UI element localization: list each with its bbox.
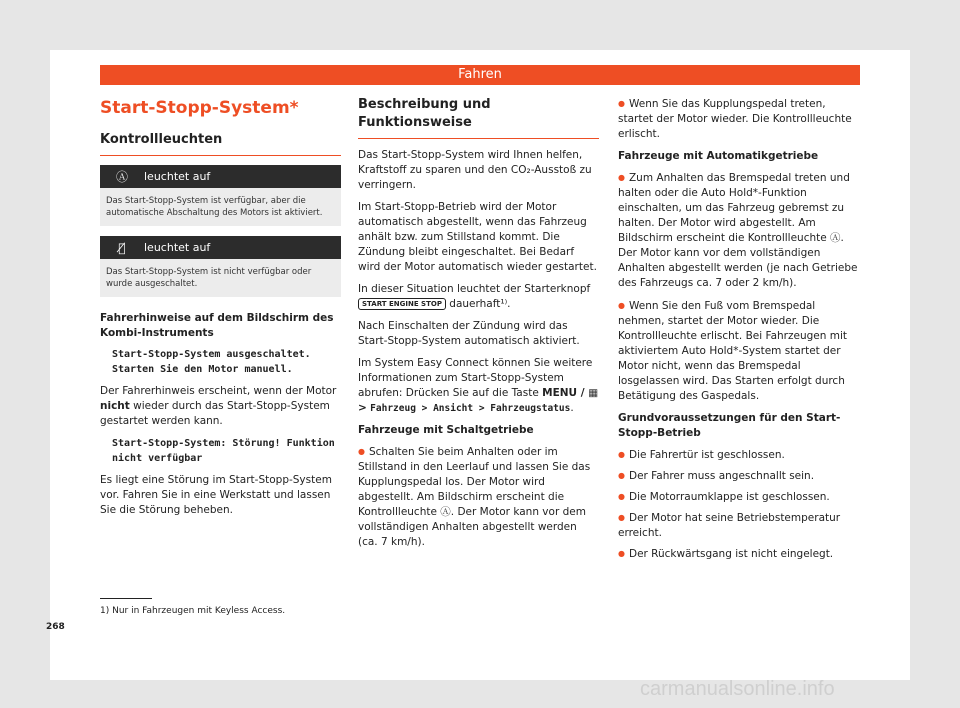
- text-part: Der Fahrerhinweis erscheint, wenn der Motor: [100, 385, 337, 397]
- indicator-box-1-label: leuchtet auf: [144, 170, 211, 183]
- requirement-item: ● Der Motor hat seine Betriebstemperatur erreicht.: [618, 510, 859, 541]
- driver-message-2-explanation: Es liegt eine Störung im Start-Stopp-System vor. Fahren Sie in eine Werkstatt und lassen Sie die Störung beheben.: [100, 474, 332, 516]
- subsection-title: Kontrollleuchten: [100, 130, 341, 156]
- start-stop-off-icon: Ⓐ̸: [118, 240, 126, 255]
- text-emphasis: nicht: [100, 400, 130, 412]
- text-part: wieder durch das Start-Stopp-System gestartet werden kann.: [100, 400, 330, 427]
- menu-path: Fahrzeug > Ansicht > Fahrzeugstatus: [370, 403, 571, 414]
- driver-messages-heading: Fahrerhinweise auf dem Bildschirm des Kombi-Instruments: [100, 312, 334, 339]
- bullet-item: ● Zum Anhalten das Bremspedal treten und halten oder die Auto Hold*-Funktion einschalten, um das Fahrzeug gebremst zu halten. Der Motor wird abgestellt. Am Bildschirm erscheint die Kontrollleuchte Ⓐ. Der Motor kann vor dem vollständigen Anhalten abgestellt werden (je nach Getriebe des Fahrzeugs ca. 7 oder 2 km/h).: [618, 170, 859, 291]
- indicator-box-2-head: [100, 236, 341, 259]
- requirement-item: ● Der Rückwärtsgang ist nicht eingelegt.: [618, 546, 859, 562]
- footnote: 1) Nur in Fahrzeugen mit Keyless Access.: [100, 606, 286, 616]
- text-part: Im System Easy Connect können Sie weitere Informationen zum Start-Stopp-System abrufen: Drücken Sie auf die Taste: [358, 357, 593, 399]
- indicator-box-2: [100, 236, 341, 297]
- column-3: [618, 96, 859, 569]
- column-2: [358, 96, 599, 557]
- chapter-header: Fahren: [100, 65, 860, 85]
- bullet-item: ● Wenn Sie das Kupplungspedal treten, startet der Motor wieder. Die Kontrollleuchte erlischt.: [618, 96, 859, 142]
- paragraph: Im System Easy Connect können Sie weitere Informationen zum Start-Stopp-System abrufen: Drücken Sie auf die Taste MENU / ▦ > Fahrzeug > Ansicht > Fahrzeugstatus.: [358, 357, 599, 414]
- requirements-heading: Grundvoraussetzungen für den Start-Stopp-Betrieb: [618, 412, 841, 439]
- requirement-item: ● Der Fahrer muss angeschnallt sein.: [618, 468, 859, 484]
- paragraph: Nach Einschalten der Zündung wird das Start-Stopp-System automatisch aktiviert.: [358, 320, 580, 347]
- paragraph: Das Start-Stopp-System wird Ihnen helfen, Kraftstoff zu sparen und den CO₂-Ausstoß zu verringern.: [358, 149, 592, 191]
- page-number: 268: [46, 622, 65, 632]
- bullet-item: ● Schalten Sie beim Anhalten oder im Stillstand in den Leerlauf und lassen Sie das Kupplungspedal los. Der Motor wird abgestellt. Am Bildschirm erscheint die Kontrollleuchte Ⓐ. Der Motor kann vor dem vollständigen Anhalten abgestellt werden (ca. 7 km/h).: [358, 444, 599, 550]
- indicator-box-2-label: leuchtet auf: [144, 241, 211, 254]
- requirement-item: ● Die Motorraumklappe ist geschlossen.: [618, 489, 859, 505]
- driver-message-2: Start-Stopp-System: Störung! Funktion nicht verfügbar: [112, 438, 335, 464]
- manual-page: [46, 50, 910, 680]
- page-title: Start-Stopp-System*: [100, 98, 299, 118]
- indicator-box-1-text: Das Start-Stopp-System ist verfügbar, aber die automatische Abschaltung des Motors ist aktiviert.: [100, 188, 341, 226]
- requirement-item: ● Die Fahrertür ist geschlossen.: [618, 447, 859, 463]
- menu-key-icon: MENU / ▦ >: [358, 387, 599, 414]
- start-engine-stop-button-icon: START ENGINE STOP: [358, 298, 446, 310]
- automatic-gearbox-heading: Fahrzeuge mit Automatikgetriebe: [618, 150, 819, 162]
- indicator-box-2-text: Das Start-Stopp-System ist nicht verfügbar oder wurde ausgeschaltet.: [100, 259, 341, 297]
- driver-message-1-explanation: [100, 384, 341, 429]
- indicator-box-1-head: [100, 165, 341, 188]
- text-part: dauerhaft¹⁾.: [445, 298, 511, 310]
- paragraph: Im Start-Stopp-Betrieb wird der Motor automatisch abgestellt, wenn das Fahrzeug anhält bzw. zum Stillstand kommt. Die Zündung bleibt eingeschaltet. Bei Bedarf wird der Motor automatisch wieder gestartet.: [358, 201, 597, 273]
- column-1: [100, 96, 341, 525]
- paragraph: [358, 282, 599, 312]
- bullet-item: ● Wenn Sie den Fuß vom Bremspedal nehmen, startet der Motor wieder. Die Kontrollleuchte erlischt. Bei Fahrzeugen mit aktiviertem Auto Hold*-System startet der Motor nicht, wenn das Bremspedal losgelassen wird. Das Starten erfolgt durch Betätigung des Gaspedals.: [618, 298, 859, 404]
- start-stop-active-icon: Ⓐ: [115, 170, 128, 184]
- driver-message-1: Start-Stopp-System ausgeschaltet. Starten Sie den Motor manuell.: [112, 349, 311, 375]
- section-title: Beschreibung und Funktionsweise: [358, 96, 599, 139]
- footnote-divider: [100, 598, 152, 599]
- manual-gearbox-heading: Fahrzeuge mit Schaltgetriebe: [358, 424, 534, 436]
- text-part: In dieser Situation leuchtet der Starterknopf: [358, 283, 591, 295]
- watermark: carmanualsonline.info: [640, 678, 835, 700]
- indicator-box-1: [100, 165, 341, 226]
